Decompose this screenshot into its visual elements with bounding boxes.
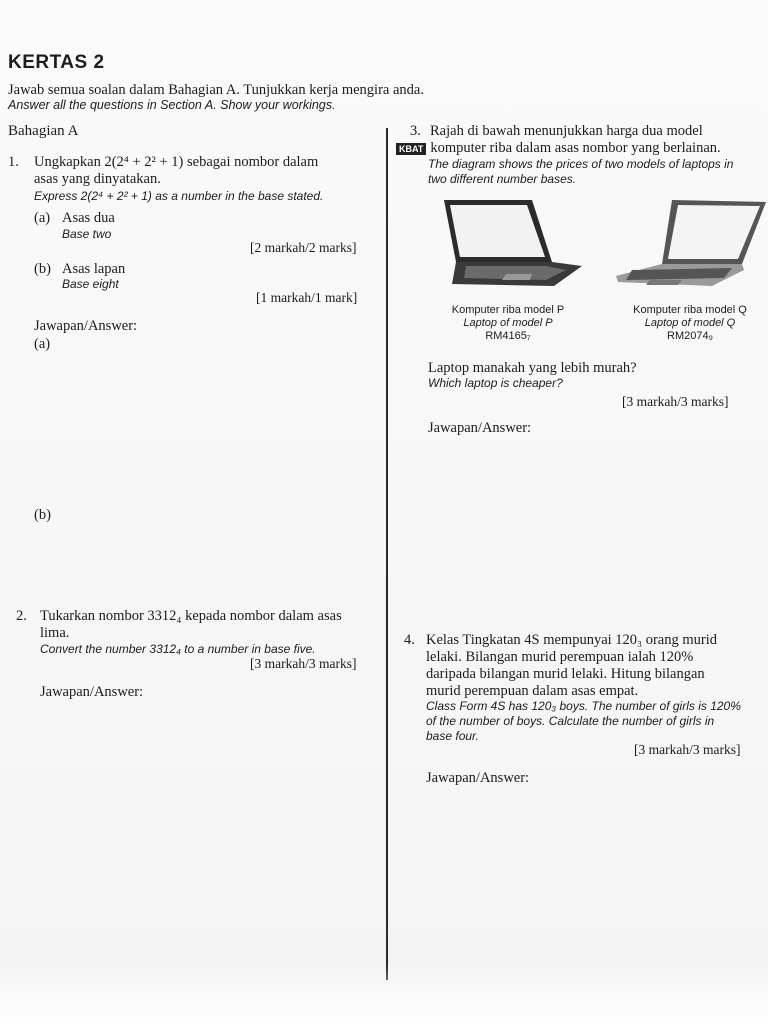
q4-text-malay-3: daripada bilangan murid lelaki. Hitung bilangan <box>426 666 705 682</box>
laptop-p-name-malay: Komputer riba model P <box>451 304 565 316</box>
q4-text-english-3: base four. <box>426 729 479 743</box>
q3-text-english-2: two different number bases. <box>428 172 577 186</box>
q4-text-malay-2: lelaki. Bilangan murid perempuan ialah 120% <box>426 649 694 665</box>
q1b-english: Base eight <box>62 277 119 291</box>
q4-text-malay-4: murid perempuan dalam asas empat. <box>426 683 639 699</box>
q4-text-english-2: of the number of boys. Calculate the number of girls in <box>426 714 715 728</box>
q1-text-malay-2: asas yang dinyatakan. <box>34 171 161 187</box>
page-fade <box>0 964 768 1024</box>
q1b-label: (b) <box>34 261 51 277</box>
kbat-badge: KBAT <box>396 143 426 155</box>
q4-marks: [3 markah/3 marks] <box>634 742 741 757</box>
q4-text-english-1: Class Form 4S has 120₃ boys. The number of girls is 120% <box>426 699 741 713</box>
instruction-english: Answer all the questions in Section A. Show your workings. <box>8 98 336 112</box>
section-label: Bahagian A <box>8 123 79 139</box>
q3-text-malay-1: Rajah di bawah menunjukkan harga dua model <box>430 123 703 139</box>
paper-title: KERTAS 2 <box>8 52 105 73</box>
q1-answer-label: Jawapan/Answer: <box>34 318 138 334</box>
q4-text-malay-1: Kelas Tingkatan 4S mempunyai 120₃ orang murid <box>426 632 718 648</box>
q1a-malay: Asas dua <box>62 210 115 226</box>
q2-text-malay-2: lima. <box>40 625 70 641</box>
q3-kbat-line <box>396 140 721 157</box>
laptop-q-price: RM2074₉ <box>667 330 713 342</box>
q2-text-english: Convert the number 3312₄ to a number in base five. <box>40 642 316 656</box>
q1b-marks: [1 markah/1 mark] <box>256 290 358 305</box>
column-divider <box>386 128 388 980</box>
laptop-p-price: RM4165₇ <box>485 330 531 342</box>
q1b-malay: Asas lapan <box>62 261 126 277</box>
q2-answer-label: Jawapan/Answer: <box>40 684 144 700</box>
q1-answer-b: (b) <box>34 507 51 523</box>
q2-number: 2. <box>16 608 27 624</box>
q3-text-malay-2: komputer riba dalam asas nombor yang berlainan. <box>430 140 721 156</box>
q1-text-english: Express 2(2⁴ + 2² + 1) as a number in the base stated. <box>34 189 324 203</box>
instruction-malay: Jawab semua soalan dalam Bahagian A. Tunjukkan kerja mengira anda. <box>8 82 424 98</box>
q3-question-malay: Laptop manakah yang lebih murah? <box>428 360 637 376</box>
laptop-p-name-english: Laptop of model P <box>463 317 553 329</box>
q1-text-malay-1: Ungkapkan 2(2⁴ + 2² + 1) sebagai nombor dalam <box>34 154 319 170</box>
q2-text-malay-1: Tukarkan nombor 3312₄ kepada nombor dalam asas <box>40 608 342 624</box>
q4-answer-label: Jawapan/Answer: <box>426 770 530 786</box>
laptop-q-name-malay: Komputer riba model Q <box>633 304 747 316</box>
q3-number: 3. <box>410 123 421 139</box>
q3-text-english-1: The diagram shows the prices of two models of laptops in <box>428 157 734 171</box>
q3-answer-label: Jawapan/Answer: <box>428 420 532 436</box>
q2-marks: [3 markah/3 marks] <box>250 656 357 671</box>
q1a-english: Base two <box>62 227 112 241</box>
laptop-q-caption <box>616 304 764 343</box>
laptop-p-image <box>436 196 586 296</box>
laptop-q-name-english: Laptop of model Q <box>644 317 736 329</box>
q1-number: 1. <box>8 154 19 170</box>
q1a-label: (a) <box>34 210 51 226</box>
laptop-p-caption <box>438 304 578 343</box>
q1a-marks: [2 markah/2 marks] <box>250 240 357 255</box>
q1-answer-a: (a) <box>34 336 51 352</box>
laptop-q-image <box>612 196 768 296</box>
q3-marks: [3 markah/3 marks] <box>622 394 729 409</box>
q4-number: 4. <box>404 632 415 648</box>
q3-question-english: Which laptop is cheaper? <box>428 376 563 390</box>
